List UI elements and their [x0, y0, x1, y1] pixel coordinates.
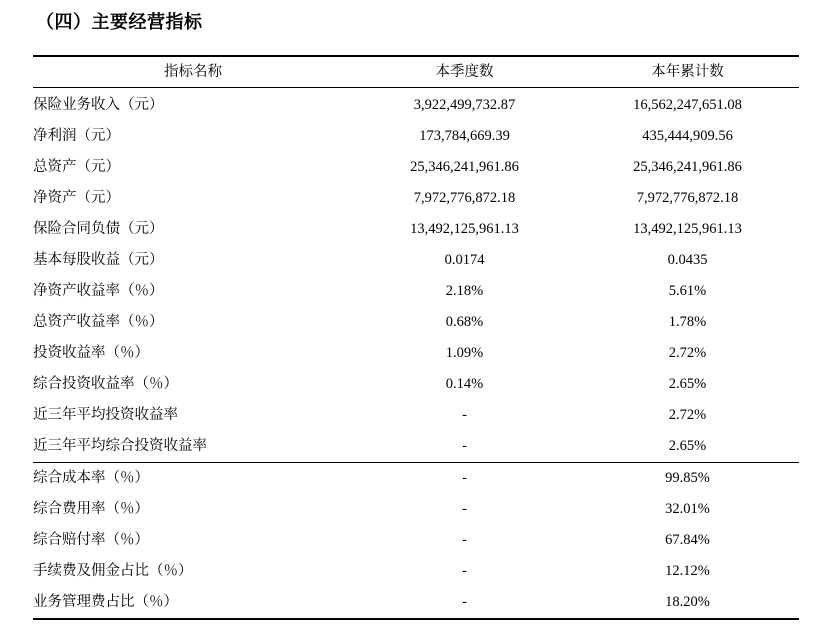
metric-year-value: 16,562,247,651.08: [633, 97, 742, 114]
metric-year-value: 0.0435: [667, 252, 708, 269]
metric-quarter-value: 25,346,241,961.86: [410, 159, 519, 176]
metric-name: 投资收益率（％）: [33, 345, 149, 362]
metric-year-value: 2.65%: [668, 438, 707, 455]
metric-year-value: 67.84%: [665, 532, 710, 549]
table-row: [33, 152, 799, 183]
metric-name: 综合投资收益率（％）: [33, 376, 178, 393]
metric-name: 总资产（元）: [33, 159, 120, 176]
metric-quarter-value: -: [462, 501, 467, 518]
table-row: [33, 276, 799, 307]
metric-name: 净资产收益率（％）: [33, 283, 164, 300]
metric-year-value: 32.01%: [665, 501, 710, 518]
metric-year-value: 2.72%: [668, 345, 707, 362]
metric-name: 综合成本率（％）: [33, 463, 353, 495]
metric-name: 净利润（元）: [33, 128, 120, 145]
metric-year-value: 99.85%: [576, 463, 799, 495]
metric-name: 净资产（元）: [33, 190, 120, 207]
metric-quarter-value: 0.68%: [445, 314, 484, 331]
metric-quarter-value: 0.0174: [444, 252, 485, 269]
metric-name: 业务管理费占比（％）: [33, 587, 353, 619]
metric-year-value: 1.78%: [668, 314, 707, 331]
metric-quarter-value: 7,972,776,872.18: [413, 190, 516, 207]
metric-name: 近三年平均综合投资收益率: [33, 438, 207, 455]
metric-quarter-value: 173,784,669.39: [419, 128, 510, 145]
table-row: [33, 463, 799, 495]
metric-name: 保险合同负债（元）: [33, 221, 164, 238]
column-header-name: 指标名称: [164, 63, 222, 80]
table-header-row: [33, 56, 799, 88]
metric-quarter-value: 3,922,499,732.87: [413, 97, 516, 114]
table-header: [33, 56, 799, 88]
metric-quarter-value: 13,492,125,961.13: [410, 221, 519, 238]
metric-name: 近三年平均投资收益率: [33, 407, 178, 424]
metric-year-value: 5.61%: [668, 283, 707, 300]
table-row: [33, 121, 799, 152]
metric-year-value: 435,444,909.56: [642, 128, 733, 145]
table-row: [33, 431, 799, 463]
table-row: [33, 369, 799, 400]
metric-year-value: 18.20%: [576, 587, 799, 619]
metric-quarter-value: -: [353, 463, 576, 495]
table-row: [33, 525, 799, 556]
page-title: （四）主要经营指标: [36, 12, 203, 32]
column-header-quarter: 本季度数: [435, 63, 494, 80]
metric-year-value: 7,972,776,872.18: [636, 190, 739, 207]
metric-year-value: 2.72%: [668, 407, 707, 424]
column-header-year: 本年累计数: [651, 63, 724, 80]
metric-quarter-value: -: [462, 438, 467, 455]
table-row: [33, 214, 799, 245]
main-operating-indicators-table: [33, 55, 799, 620]
table-row: [33, 338, 799, 369]
metric-quarter-value: -: [462, 532, 467, 549]
table-body-secondary: [33, 463, 799, 620]
metric-name: 基本每股收益（元）: [33, 252, 164, 269]
table-row: [33, 307, 799, 338]
metric-quarter-value: 0.14%: [445, 376, 484, 393]
metric-name: 综合费用率（％）: [33, 501, 149, 518]
table-row: [33, 587, 799, 619]
table-body-primary: [33, 88, 799, 463]
metric-year-value: 13,492,125,961.13: [633, 221, 742, 238]
metric-quarter-value: -: [462, 407, 467, 424]
metric-name: 保险业务收入（元）: [33, 97, 164, 114]
table-row: [33, 183, 799, 214]
metric-year-value: 12.12%: [665, 563, 710, 580]
table-row: [33, 400, 799, 431]
metric-quarter-value: -: [462, 563, 467, 580]
metric-quarter-value: 2.18%: [445, 283, 484, 300]
metric-quarter-value: -: [353, 587, 576, 619]
table-row: [33, 494, 799, 525]
metric-name: 总资产收益率（％）: [33, 314, 164, 331]
metric-year-value: 25,346,241,961.86: [633, 159, 742, 176]
table-row: [33, 556, 799, 587]
metric-quarter-value: 1.09%: [445, 345, 484, 362]
metric-year-value: 2.65%: [668, 376, 707, 393]
table-row: [33, 245, 799, 276]
metric-name: 手续费及佣金占比（％）: [33, 563, 193, 580]
table-row: [33, 88, 799, 122]
metric-name: 综合赔付率（％）: [33, 532, 149, 549]
